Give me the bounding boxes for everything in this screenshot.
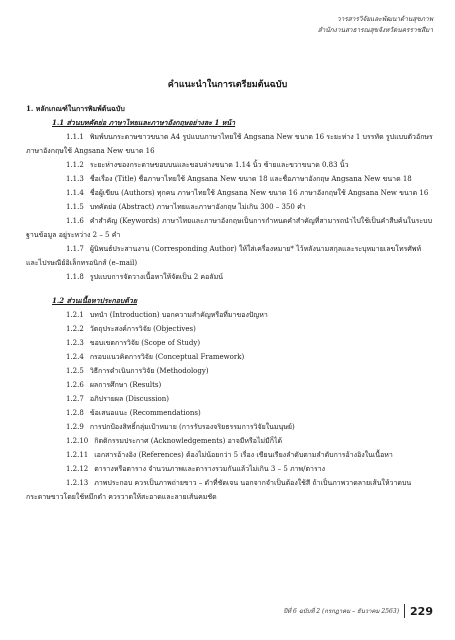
item-text: ผู้นิพนธ์ประสานงาน (Corresponding Author) ให้ใส่เครื่องหมาย* ไว้หลังนามสกุลและระบุหมายเลขโทรศัพท์และไปรษณีย์อิเล็กทรอนิกส์ (e–mail) [26, 245, 422, 267]
item-number: 1.1.5 [66, 203, 84, 211]
item-number: 1.2.6 [66, 381, 84, 389]
item-text: ภาพประกอบ ควรเป็นภาพถ่ายขาว – ดำที่ชัดเจน นอกจากจำเป็นต้องใช้สี ถ้าเป็นภาพวาดลายเส้นให้วาดบนกระดาษขาวโดยใช้หมึกดำ ควรวาดให้สะอาดและลายเส้นคมชัด [26, 479, 412, 501]
subsection-heading: 1.2 ส่วนเนื้อหาประกอบด้วย [52, 296, 137, 305]
list-item [26, 130, 433, 158]
item-text: บทนำ (Introduction) บอกความสำคัญหรือที่มาของปัญหา [89, 311, 268, 319]
list-item [26, 158, 433, 172]
item-number: 1.2.8 [66, 409, 84, 417]
item-text: กิตติกรรมประกาศ (Acknowledgements) อาจมีหรือไม่มีก็ได้ [94, 437, 283, 445]
document-body [26, 102, 433, 504]
running-header [318, 14, 433, 36]
list-item [26, 214, 433, 242]
item-number: 1.1.3 [66, 175, 84, 183]
item-number: 1.2.7 [66, 395, 84, 403]
list-item [26, 476, 433, 504]
item-text: ระยะห่างของกระดาษขอบบนและขอบล่างขนาด 1.14 นิ้ว ซ้ายและขวาขนาด 0.83 นิ้ว [89, 161, 349, 169]
item-text: คำสำคัญ (Keywords) ภาษาไทยและภาษาอังกฤษเป็นการกำหนดคำสำคัญที่สามารถนำไปใช้เป็นคำสืบค้นในระบบฐานข้อมูล อยู่ระหว่าง 2 – 5 คำ [26, 217, 433, 239]
subsection-heading: 1.1 ส่วนบทคัดย่อ ภาษาไทยและภาษาอังกฤษอย่างละ 1 หน้า [52, 118, 236, 127]
item-text: ผลการศึกษา (Results) [89, 381, 162, 389]
list-item [26, 308, 433, 322]
item-text: ชื่อเรื่อง (Title) ชื่อภาษาไทยใช้ Angsana New ขนาด 18 และชื่อภาษาอังกฤษ Angsana New ขนาด 18 [89, 175, 412, 183]
list-item [26, 350, 433, 364]
item-number: 1.2.5 [66, 367, 84, 375]
item-number: 1.2.3 [66, 339, 84, 347]
list-item [26, 322, 433, 336]
item-text: ตารางหรือตาราง จำนวนภาพและตารางรวมกันแล้วไม่เกิน 3 – 5 ภาพ/ตาราง [94, 465, 326, 473]
item-number: 1.2.2 [66, 325, 84, 333]
item-text: ชื่อผู้เขียน (Authors) ทุกคน ภาษาไทยใช้ Angsana New ขนาด 16 ภาษาอังกฤษใช้ Angsana New ขนาด 16 [89, 189, 429, 197]
list-item [26, 242, 433, 270]
issue-info: ปีที่ 6 ฉบับที่ 2 (กรกฎาคม – ธันวาคม 2563) [283, 608, 400, 615]
journal-name: วารสารวิจัยและพัฒนาด้านสุขภาพ [336, 15, 433, 23]
item-list [26, 308, 433, 504]
item-number: 1.1.1 [66, 133, 84, 141]
footer-divider [404, 604, 405, 618]
item-text: ขอบเขตการวิจัย (Scope of Study) [89, 339, 201, 347]
item-text: การปกป้องสิทธิ์กลุ่มเป้าหมาย (การรับรองจริยธรรมการวิจัยในมนุษย์) [89, 423, 295, 431]
item-number: 1.2.9 [66, 423, 84, 431]
list-item [26, 420, 433, 434]
item-number: 1.1.4 [66, 189, 84, 197]
section-heading: 1. หลักเกณฑ์ในการพิมพ์ต้นฉบับ [26, 104, 125, 113]
item-number: 1.1.6 [66, 217, 84, 225]
item-text: รูปแบบการจัดวางเนื้อหาให้จัดเป็น 2 คอลัมน์ [89, 273, 223, 281]
item-number: 1.2.13 [66, 479, 89, 487]
list-item [26, 434, 433, 448]
list-item [26, 200, 433, 214]
list-item [26, 462, 433, 476]
item-number: 1.1.7 [66, 245, 84, 253]
item-text: วัตถุประสงค์การวิจัย (Objectives) [89, 325, 196, 333]
item-number: 1.1.2 [66, 161, 84, 169]
item-number: 1.1.8 [66, 273, 84, 281]
item-number: 1.2.10 [66, 437, 89, 445]
list-item [26, 378, 433, 392]
list-item [26, 364, 433, 378]
list-item [26, 186, 433, 200]
item-text: บทคัดย่อ (Abstract) ภาษาไทยและภาษาอังกฤษ ไม่เกิน 300 – 350 คำ [89, 203, 306, 211]
page-number: 229 [410, 604, 433, 618]
item-number: 1.2.1 [66, 311, 84, 319]
list-item [26, 172, 433, 186]
list-item [26, 392, 433, 406]
list-item [26, 406, 433, 420]
page-title: คำแนะนำในการเตรียมต้นฉบับ [167, 80, 288, 90]
list-item [26, 336, 433, 350]
item-text: เอกสารอ้างอิง (References) ต้องไม่น้อยกว่า 5 เรื่อง เขียนเรียงลำดับตามลำดับการอ้างอิงในเนื้อหา [94, 451, 393, 459]
list-item [26, 448, 433, 462]
item-number: 1.2.11 [66, 451, 89, 459]
publisher-name: สำนักงานสาธารณสุขจังหวัดนครราชสีมา [317, 26, 433, 34]
item-number: 1.2.4 [66, 353, 84, 361]
item-text: อภิปรายผล (Discussion) [89, 395, 169, 403]
item-number: 1.2.12 [66, 465, 89, 473]
item-text: วิธีการดำเนินการวิจัย (Methodology) [89, 367, 209, 375]
item-text: พิมพ์บนกระดาษขาวขนาด A4 รูปแบบภาษาไทยใช้ Angsana New ขนาด 16 ระยะห่าง 1 บรรทัด รูปแบบตัวอักษรภาษาอังกฤษใช้ Angsana New ขนาด 16 [26, 133, 433, 155]
item-list [26, 130, 433, 284]
page-footer [283, 604, 433, 618]
item-text: ข้อเสนอแนะ (Recommendations) [89, 409, 201, 417]
list-item [26, 270, 433, 284]
item-text: กรอบแนวคิดการวิจัย (Conceptual Framework) [89, 353, 245, 361]
